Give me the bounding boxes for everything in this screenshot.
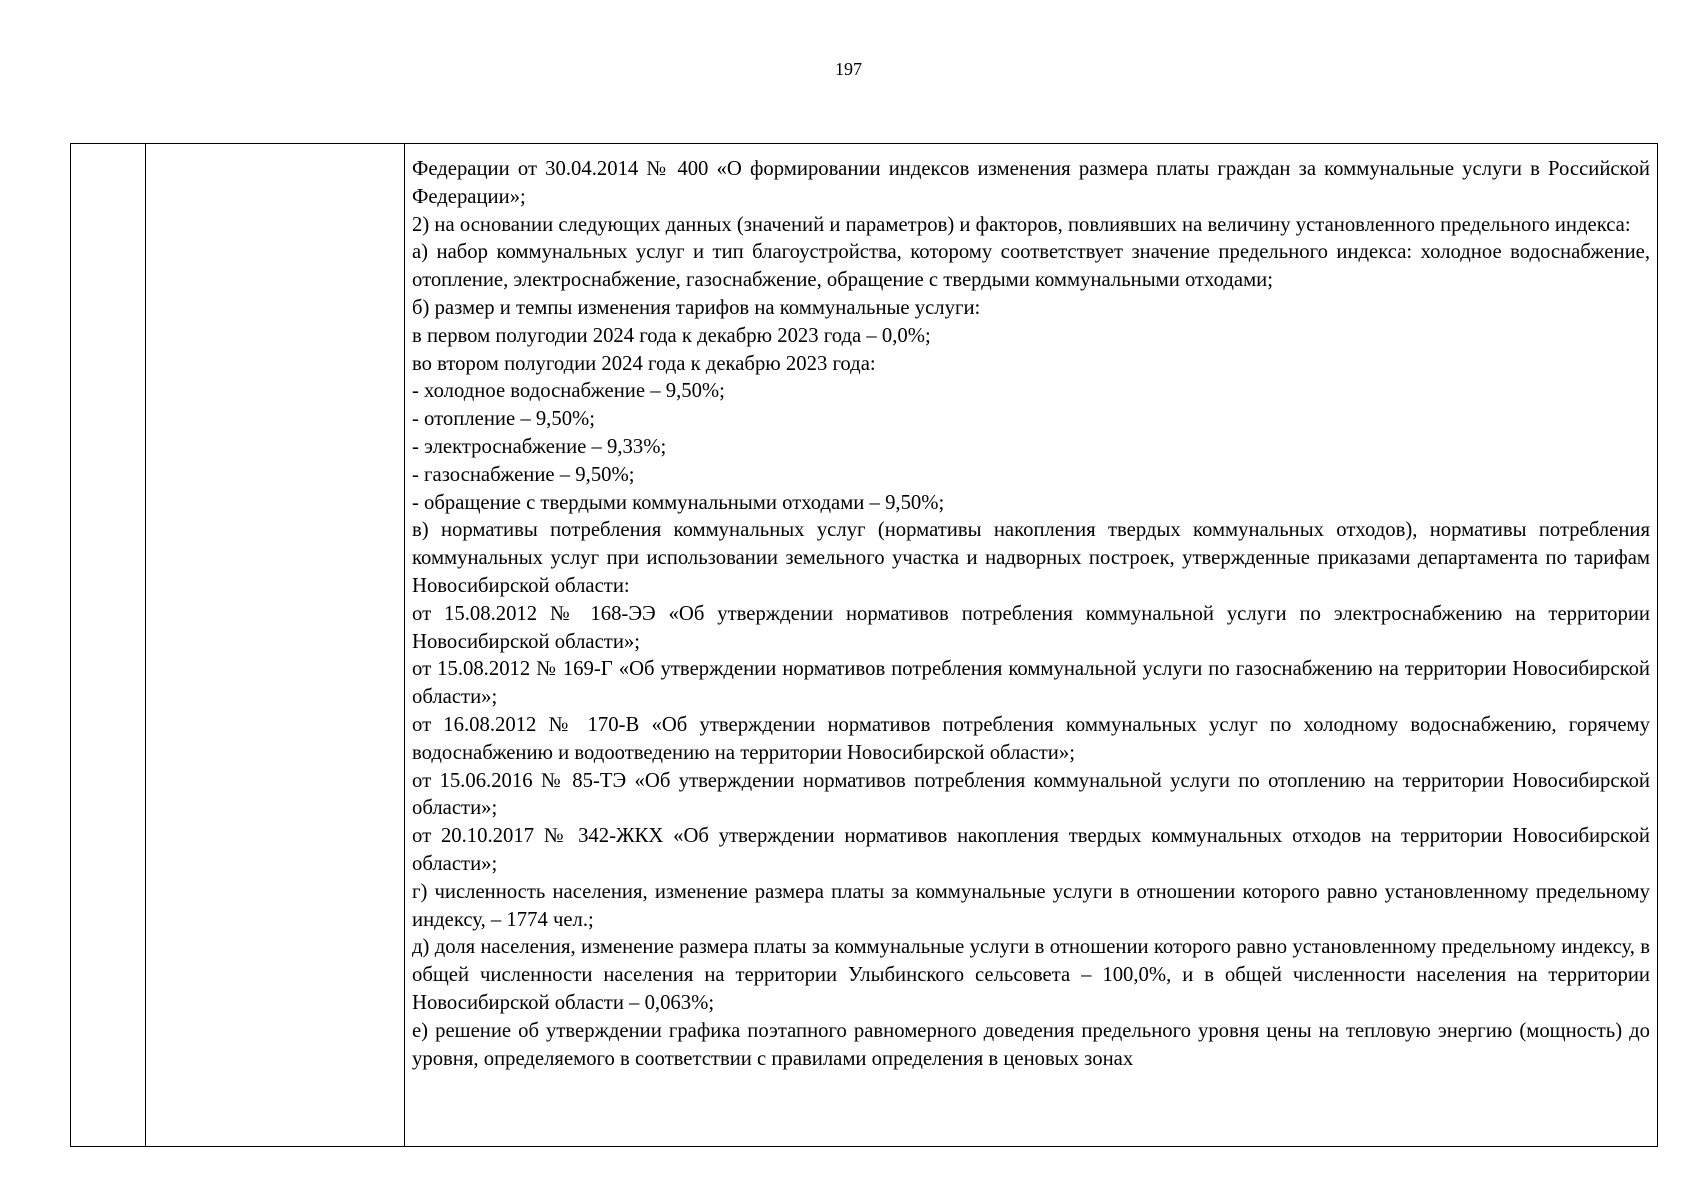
list-item-cold-water: - холодное водоснабжение – 9,50%; xyxy=(412,380,725,403)
table-cell-content xyxy=(405,144,1658,1147)
table-row xyxy=(71,144,1658,1147)
paragraph-order-169: от 15.08.2012 № 169-Г «Об утверждении нормативов потребления коммунальной услуги по газоснабжению на территории Новосибирской области»; xyxy=(412,658,1650,709)
paragraph-first-half: в первом полугодии 2024 года к декабрю 2023 года – 0,0%; xyxy=(412,324,931,347)
paragraph-second-half: во втором полугодии 2024 года к декабрю 2023 года: xyxy=(412,352,876,375)
paragraph-item-2: 2) на основании следующих данных (значений и параметров) и факторов, повлиявших на величину установленного предельного индекса: xyxy=(412,213,1631,236)
paragraph-order-170: от 16.08.2012 № 170-В «Об утверждении нормативов потребления коммунальных услуг по холодному водоснабжению, горячему водоснабжению и водоотведению на территории Новосибирской области»; xyxy=(412,713,1650,764)
table-cell-name xyxy=(146,144,405,1147)
list-item-gas: - газоснабжение – 9,50%; xyxy=(412,463,635,486)
paragraph-item-a: а) набор коммунальных услуг и тип благоустройства, которому соответствует значение предельного индекса: холодное водоснабжение, отопление, электроснабжение, газоснабжение, обращение с твердыми коммунальными отходами; xyxy=(412,241,1650,292)
paragraph-order-342: от 20.10.2017 № 342-ЖКХ «Об утверждении нормативов накопления твердых коммунальных отходов на территории Новосибирской области»; xyxy=(412,825,1650,875)
table-cell-number xyxy=(71,144,146,1147)
list-item-waste: - обращение с твердыми коммунальными отходами – 9,50%; xyxy=(412,491,945,514)
paragraph-federation-ref: Федерации от 30.04.2014 № 400 «О формировании индексов изменения размера платы граждан за коммунальные услуги в Российской Федерации»; xyxy=(412,158,1650,208)
list-item-heating: - отопление – 9,50%; xyxy=(412,408,596,431)
paragraph-item-d: д) доля населения, изменение размера платы за коммунальные услуги в отношении которого равно установленному предельному индексу, в общей численности населения на территории Улыбинского сельсовета – 100,0%, и в общей численности населения на территории Новосибирской области – 0,063%; xyxy=(412,936,1650,1014)
paragraph-item-v: в) нормативы потребления коммунальных услуг (нормативы накопления твердых коммунальных отходов), нормативы потребления коммунальных услуг при использовании земельного участка и надворных построек, утвержденные приказами департамента по тарифам Новосибирской области: xyxy=(412,519,1650,597)
paragraph-order-168: от 15.08.2012 № 168-ЭЭ «Об утверждении нормативов потребления коммунальной услуги по электроснабжению на территории Новосибирской области»; xyxy=(412,602,1650,653)
list-item-electricity: - электроснабжение – 9,33%; xyxy=(412,435,667,458)
paragraph-order-85: от 15.06.2016 № 85-ТЭ «Об утверждении нормативов потребления коммунальной услуги по отоплению на территории Новосибирской области»; xyxy=(412,769,1650,820)
paragraph-item-g: г) численность населения, изменение размера платы за коммунальные услуги в отношении которого равно установленному предельному индексу, – 1774 чел.; xyxy=(412,880,1650,931)
page-number: 197 xyxy=(835,59,862,79)
paragraph-item-b: б) размер и темпы изменения тарифов на коммунальные услуги: xyxy=(412,296,981,319)
document-table xyxy=(70,143,1658,1147)
paragraph-item-e: е) решение об утверждении графика поэтапного равномерного доведения предельного уровня цены на тепловую энергию (мощность) до уровня, определяемого в соответствии с правилами определения в ценовых зонах xyxy=(412,1019,1650,1070)
